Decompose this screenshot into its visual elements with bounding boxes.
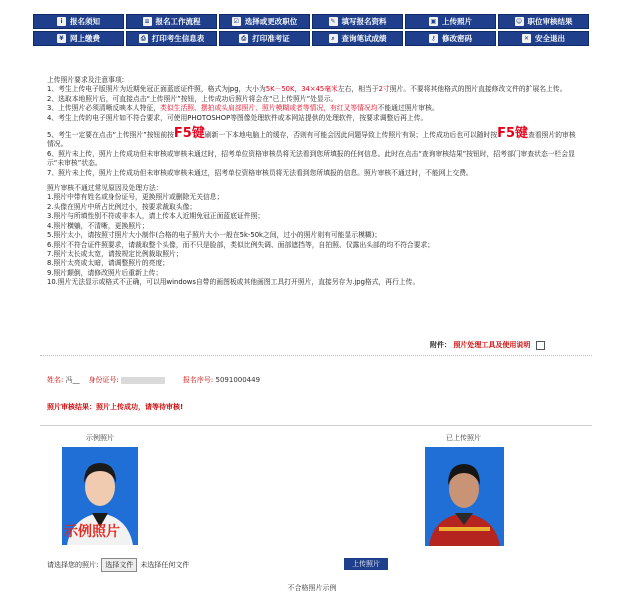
note-item: 2.头像在照片中所占比例过小，按要求裁取头像； — [47, 202, 197, 211]
nav-button-label: 修改密码 — [442, 34, 472, 43]
nav-button-row1-0[interactable] — [33, 14, 124, 29]
info-icon: i — [57, 17, 66, 26]
requirement-2: 2、选取本地照片后，可直接点击“上传照片”按钮，上传成功后照片将会在“已上传照片”处显示。 — [47, 94, 338, 103]
nav-button-row2-0[interactable] — [33, 31, 124, 46]
select-icon: ☑ — [233, 18, 239, 25]
uploaded-photo-label: 已上传照片 — [446, 434, 481, 442]
name-label: 姓名: — [47, 376, 64, 384]
note-item: 9.照片颠倒，请修改照片后重新上传； — [47, 268, 163, 277]
requirement-4: 4、考生上传的电子照片如不符合要求，可使用PHOTOSHOP等图像处理软件或本网站提供的处理软件，按要求调整后再上传。 — [47, 113, 428, 122]
printer-icon: ⎙ — [239, 34, 248, 43]
nav-button-row1-1[interactable] — [126, 14, 217, 29]
nav-button-row1-2[interactable] — [219, 14, 310, 29]
nav-button-row2-4[interactable] — [405, 31, 496, 46]
nav-button-row2-2[interactable] — [219, 31, 310, 46]
nav-button-label: 安全退出 — [535, 34, 565, 43]
note-item: 1.照片中带有姓名或身份证号，更换照片或删除无关信息； — [47, 193, 224, 202]
file-status: 未选择任何文件 — [140, 561, 190, 569]
requirement-7: 7、照片未上传，照片上传成功但未审核或审核未通过，招考单位资格审核员将无法看到您所填报的信息。照片审核不通过时，不能网上交费。 — [47, 168, 473, 177]
key-icon: ⚷ — [429, 34, 438, 43]
reg-label: 报名序号: — [182, 376, 214, 384]
upload-photo-button[interactable]: 上传照片 — [344, 558, 388, 570]
notes-list — [47, 193, 579, 287]
requirement-1: 1、考生上传电子版照片为近期免冠正面蓝底证件照，格式为jpg，大小为5K－50K，34×45毫米左右，相当于2寸照片。不要将其他格式的图片直接修改文件的扩展名上传。 — [47, 85, 567, 94]
nav-button-label: 填写报名资料 — [341, 17, 387, 26]
nav-row-1 — [33, 14, 593, 29]
note-item: 8.照片太亮或太暗，请调整照片的亮度； — [47, 259, 170, 268]
bad-examples-label: 不合格照片示例 — [287, 584, 337, 592]
nav-button-label: 职位审核结果 — [527, 17, 573, 26]
nav-row-2 — [33, 31, 593, 46]
id-value-masked — [121, 377, 165, 384]
nav-button-label: 查询笔试成绩 — [341, 34, 387, 43]
upload-requirements — [47, 76, 579, 288]
notes-title: 照片审核不通过常见原因及处理方法： — [47, 184, 163, 193]
nav-button-label: 上传照片 — [442, 17, 472, 26]
requirement-3: 3、上传照片必须清晰反映本人特征，类似生活照、摆拍或头肩部照片、照片模糊或者等情况，有红叉等情况均不能通过照片审核。 — [47, 104, 439, 113]
search-icon: ⌕ — [329, 34, 338, 43]
nav-button-label: 报名须知 — [70, 17, 100, 26]
nav-button-row1-3[interactable] — [312, 14, 403, 29]
download-icon[interactable] — [536, 341, 545, 350]
upload-prompt: 请选择您的照片: — [47, 561, 99, 569]
flow-icon: ≡ — [144, 18, 150, 25]
note-item: 4.照片横躺，不清晰，更换照片； — [47, 221, 149, 230]
nav-button-row1-5[interactable] — [498, 14, 589, 29]
uploaded-person-image — [425, 447, 504, 546]
applicant-info — [47, 375, 260, 385]
note-item: 7.照片太长或太宽，请按规定比例裁取照片； — [47, 249, 183, 258]
nav-button-row2-5[interactable] — [498, 31, 589, 46]
sample-photo-overlay-text: 示例照片 — [64, 524, 120, 540]
note-item: 10.照片无法显示或格式不正确，可以用windows自带的画图板或其他画图工具打开照片，直接另存为.jpg格式，再行上传。 — [47, 278, 420, 287]
nav-button-row2-3[interactable] — [312, 31, 403, 46]
choose-file-button[interactable]: 选择文件 — [101, 558, 137, 572]
note-item: 6.照片不符合证件照要求，请裁取整个头像，而不只是脸部，类似比例失调、面部遮挡等，自拍照、仅露出头部的均不符合要求； — [47, 240, 435, 249]
uploaded-photo — [425, 447, 504, 546]
nav-button-row2-1[interactable] — [126, 31, 217, 46]
requirements-heading: 上传照片要求及注意事项: — [47, 76, 125, 84]
printer-icon: ⎙ — [139, 34, 148, 43]
photo-icon: ▣ — [430, 18, 437, 25]
divider — [40, 425, 592, 426]
form-icon: ✎ — [330, 18, 336, 25]
attachment-label: 附件： — [430, 341, 451, 349]
nav-button-label: 选择或更改职位 — [244, 17, 298, 26]
nav-button-row1-4[interactable] — [405, 14, 496, 29]
sample-photo — [62, 447, 138, 545]
requirement-5: 5、考生一定要在点击“上传照片”按钮前按F5键刷新一下本地电脑上的缓存，否则有可能会因此问题导致上传照片有误；上传成功后也可以随时按F5键查看照片的审核情况。 — [47, 126, 576, 149]
exit-icon: ✕ — [523, 35, 530, 42]
sample-photo-label: 示例照片 — [86, 434, 114, 442]
requirement-6: 6、照片未上传，照片上传成功但未审核或审核未通过时，招考单位资格审核员将无法看到您所填报的任何信息。此时在点击“查询审核结果”按钮时，招考部门审查状态一栏会显示“未审核”状态。 — [47, 149, 575, 168]
nav-button-label: 打印准考证 — [252, 34, 290, 43]
user-icon: ☺ — [515, 18, 523, 25]
top-navigation — [33, 14, 593, 48]
note-item: 5.照片太小，请按照寸照片大小制作(合格的电子照片大小一般在5k-50k之间，过小的照片则有可能显示模糊)； — [47, 231, 382, 240]
nav-button-label: 网上缴费 — [70, 34, 100, 43]
name-value: 冯__ — [65, 376, 80, 384]
review-result: 照片审核结果：照片上传成功，请等待审核! — [47, 403, 184, 411]
reg-value: 5091000449 — [215, 376, 261, 384]
note-item: 3.照片与所填性别不符或非本人，请上传本人近期免冠正面蓝底证件照； — [47, 212, 265, 221]
divider — [40, 355, 592, 356]
attachment — [430, 340, 545, 350]
nav-button-label: 打印考生信息表 — [151, 34, 205, 43]
nav-button-label: 报名工作流程 — [155, 17, 201, 26]
photo-tool-link[interactable]: 照片处理工具及使用说明 — [453, 341, 531, 349]
id-label: 身份证号: — [88, 376, 119, 384]
pay-icon: ¥ — [57, 34, 66, 43]
upload-row — [47, 558, 189, 572]
